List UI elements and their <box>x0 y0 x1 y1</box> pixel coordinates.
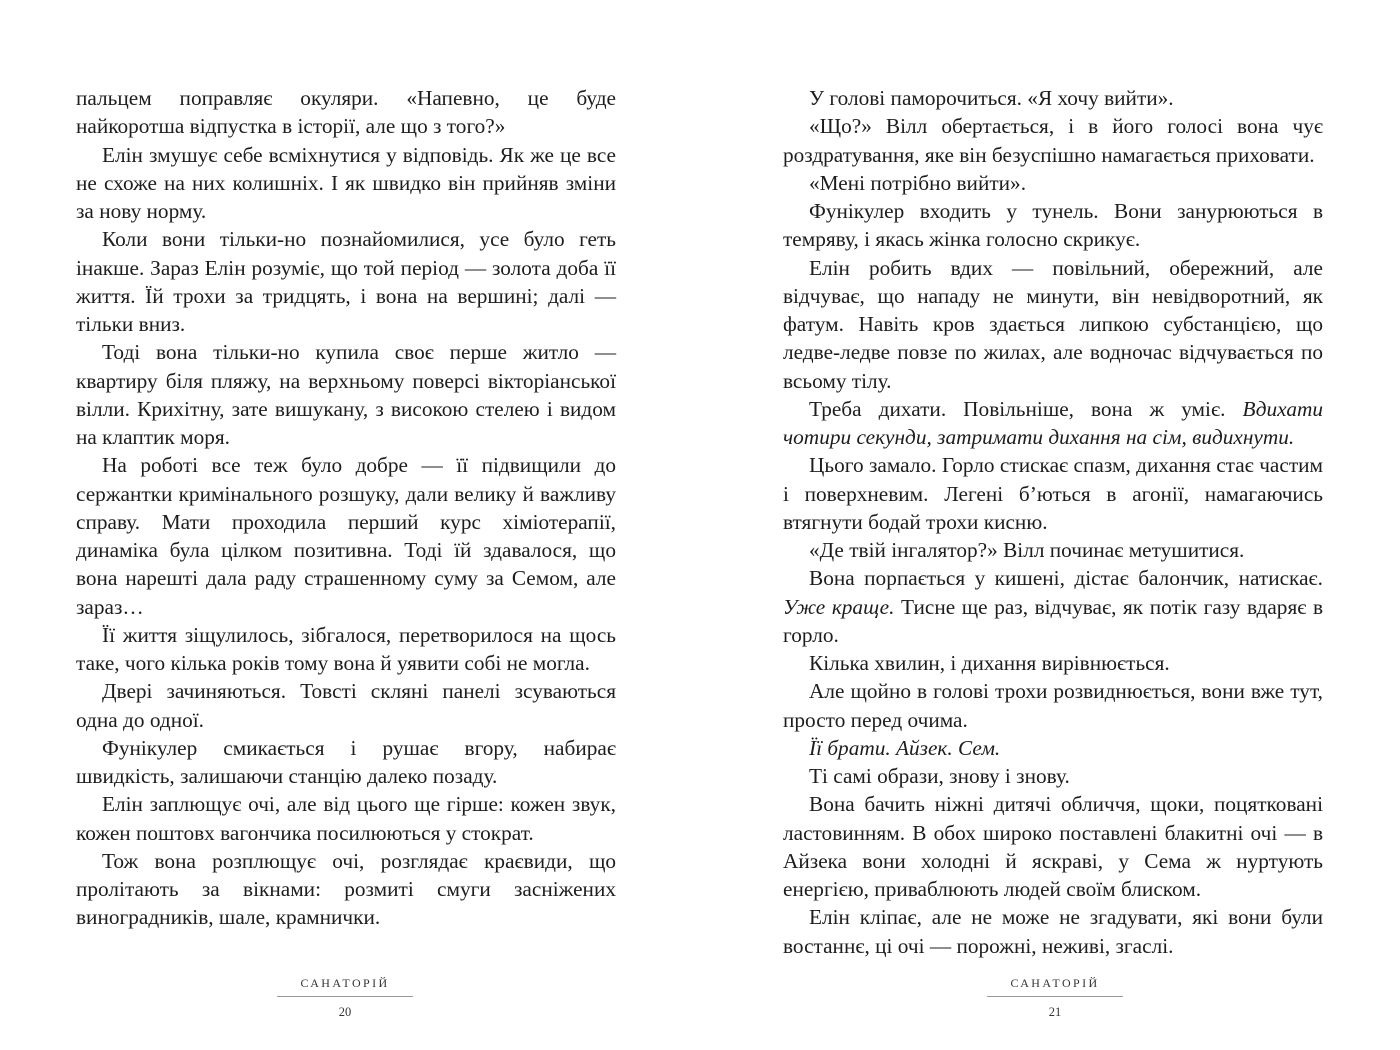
paragraph <box>783 197 1323 254</box>
running-title: САНАТОРІЙ <box>277 976 413 997</box>
paragraph: Елін заплющує очі, але від цього ще гірше: кожен звук, кожен поштовх вагончика посилюються у стократ. <box>76 792 616 845</box>
text-segment: Вона бачить ніжні дитячі обличчя, щоки, поцятковані ластовинням. В обох широко поставлені блакитні очі — в Айзека вони холодні й яскраві, у Сема ж нуртують енергією, приваблюють людей своїм блиском. <box>783 792 1323 901</box>
paragraph <box>783 169 1323 197</box>
paragraph <box>783 84 1323 112</box>
text-segment: Елін робить вдих — повільний, обережний, але відчуває, що нападу не минути, він невідворотний, як фатум. Навіть кров здається липкою субстанцією, що ледве-ледве повзе по жилах, але водночас відчувається по всьому тілу. <box>783 255 1323 393</box>
text-segment: Фунікулер входить у тунель. Вони занурюються в темряву, і якась жінка голосно скрикує. <box>783 199 1323 252</box>
right-page <box>783 84 1323 1050</box>
paragraph: Тоді вона тільки-но купила своє перше житло — квартиру біля пляжу, на верхньому поверсі вікторіанської вілли. Крихітну, зате вишукану, з високою стелею і видом на клаптик моря. <box>76 340 616 449</box>
right-page-footer <box>987 976 1123 1020</box>
paragraph: пальцем поправляє окуляри. «Напевно, це буде найкоротша відпустка в історії, але що з того?» <box>76 86 616 139</box>
text-segment: Ті самі образи, знову і знову. <box>809 764 1070 788</box>
left-page <box>76 84 616 1050</box>
text-segment: Цього замало. Горло стискає спазм, дихання стає частим і поверхневим. Легені б’ються в агонії, намагаючись втягнути бодай трохи кисню. <box>783 453 1323 534</box>
paragraph: Коли вони тільки-но познайомилися, усе було геть інакше. Зараз Елін розуміє, що той період — золота доба її життя. Їй трохи за тридцять, і вона на вершині; далі — тільки вниз. <box>76 227 616 336</box>
paragraph <box>783 112 1323 169</box>
italic-text: Уже краще. <box>783 594 895 619</box>
paragraph <box>783 536 1323 564</box>
running-title: САНАТОРІЙ <box>987 976 1123 997</box>
text-segment: Треба дихати. Повільніше, вона ж уміє. <box>809 396 1243 421</box>
paragraph <box>783 762 1323 790</box>
paragraph <box>783 395 1323 452</box>
text-segment: Кілька хвилин, і дихання вирівнюється. <box>809 651 1170 675</box>
paragraph <box>783 677 1323 734</box>
page-number: 20 <box>338 1005 352 1019</box>
left-page-footer <box>277 976 413 1020</box>
text-segment: «Мені потрібно вийти». <box>809 170 1027 195</box>
left-page-text <box>76 84 616 932</box>
italic-text: Її брати. Айзек. Сем. <box>809 735 1001 760</box>
italic-text: Вдихати чотири секунди, затримати дихання на сім, видихнути. <box>783 396 1323 449</box>
paragraph: На роботі все теж було добре — її підвищили до сержантки кримінального розшуку, дали велику й важливу справу. Мати проходила перший курс хіміотерапії, динаміка була цілком позитивна. Тоді їй здавалося, що вона нарешті дала раду страшенному суму за Семом, але зараз… <box>76 453 616 619</box>
paragraph <box>783 790 1323 903</box>
paragraph <box>783 734 1323 762</box>
text-segment: «Де твій інгалятор?» Вілл починає метушитися. <box>809 538 1245 562</box>
text-segment: Елін кліпає, але не може не згадувати, які вони були востаннє, ці очі — порожні, неживі, згаслі. <box>783 905 1323 958</box>
paragraph: Фунікулер смикається і рушає вгору, набирає швидкість, залишаючи станцію далеко позаду. <box>76 735 616 788</box>
paragraph: Двері зачиняються. Товсті скляні панелі зсуваються одна до одної. <box>76 679 616 732</box>
paragraph: Елін змушує себе всміхнутися у відповідь. Як же це все не схоже на них колишніх. І як швидко він прийняв зміни за нову норму. <box>76 142 616 223</box>
right-page-text <box>783 84 1323 960</box>
text-segment: Тисне ще раз, відчуває, як потік газу вдаряє в горло. <box>783 594 1323 647</box>
paragraph <box>783 649 1323 677</box>
paragraph <box>783 564 1323 649</box>
page-number: 21 <box>1048 1005 1062 1019</box>
text-segment: Вона порпається у кишені, дістає балончик, натискає. <box>809 566 1323 591</box>
paragraph: Її життя зіщулилось, зібгалося, перетворилося на щось таке, чого кілька років тому вона й уявити собі не могла. <box>76 622 616 675</box>
paragraph <box>783 451 1323 536</box>
text-segment: «Що?» Вілл обертається, і в його голосі вона чує роздратування, яке він безуспішно намагається приховати. <box>783 114 1323 167</box>
paragraph: Тож вона розплющує очі, розглядає краєвиди, що пролітають за вікнами: розмиті смуги засніжених виноградників, шале, крамнички. <box>76 848 616 930</box>
text-segment: У голові паморочиться. «Я хочу вийти». <box>809 86 1174 110</box>
paragraph <box>783 254 1323 395</box>
text-segment: Але щойно в голові трохи розвиднюється, вони вже тут, просто перед очима. <box>783 679 1323 732</box>
paragraph <box>783 903 1323 960</box>
